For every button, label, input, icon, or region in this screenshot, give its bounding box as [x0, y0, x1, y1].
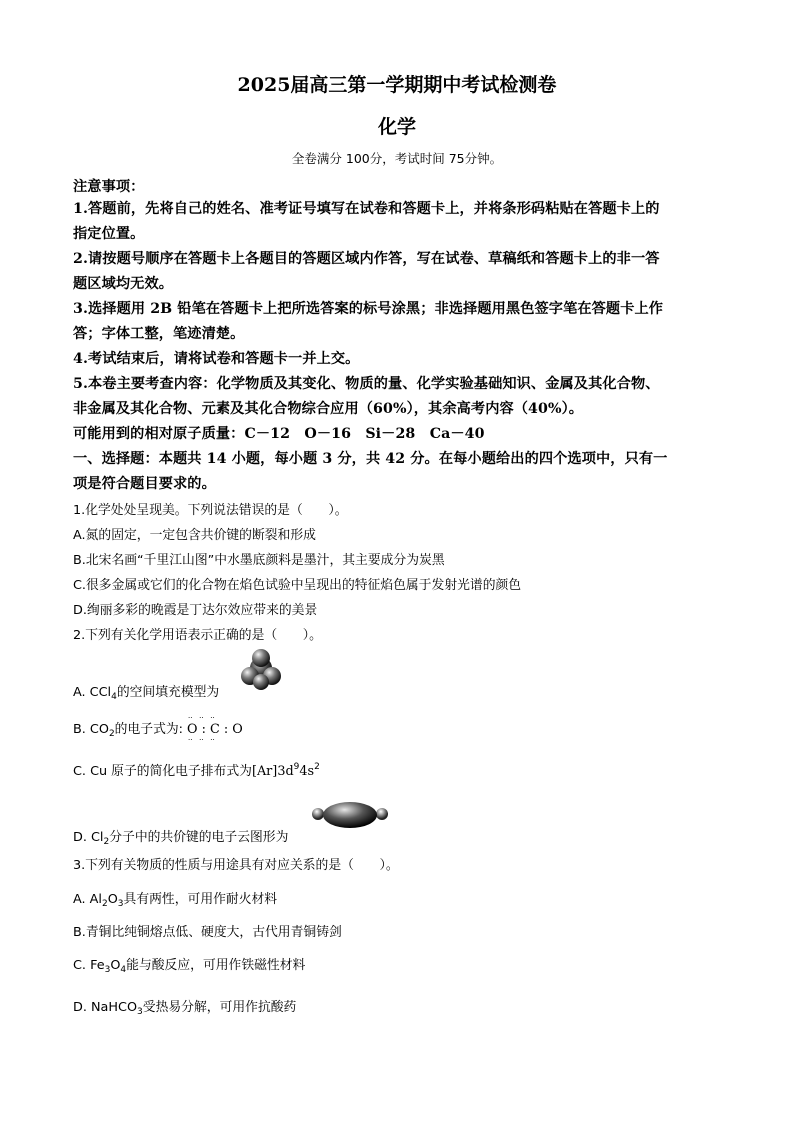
q2-d-text: 分子中的共价键的电子云图形为 [109, 830, 289, 845]
q3-d-formula: D. NaHCO [73, 1000, 138, 1015]
q3-stem: 3.下列有关物质的性质与用途具有对应关系的是（ ）。 [73, 858, 399, 873]
exam-title: 2025届高三第一学期期中考试检测卷 [237, 74, 557, 96]
q2-c-text: C. Cu 原子的简化电子排布式为 [73, 764, 252, 779]
q2-a-formula: A. CCl [73, 685, 112, 700]
exam-subtitle: 全卷满分 100分，考试时间 75分钟。 [291, 151, 503, 166]
cl2-electron-cloud-image [310, 798, 390, 834]
q3-c-formula: C. Fe [73, 958, 105, 973]
note-line: 指定位置。 [73, 226, 145, 242]
note-line: 2.请按题号顺序在答题卡上各题目的答题区域内作答，写在试卷、草稿纸和答题卡上的非一答 [73, 251, 660, 267]
q3-a-oxygen: O [107, 892, 118, 907]
q2-option-c [73, 760, 320, 779]
section-heading-cont: 项是符合题目要求的。 [73, 476, 216, 492]
note-line: 非金属及其化合物、元素及其化合物综合应用（60%），其余高考内容（40%）。 [73, 401, 584, 417]
section-heading: 一、选择题：本题共 14 小题，每小题 3 分，共 42 分。在每小题给出的四个选项中，只有一 [73, 451, 668, 467]
q1-option-b: B.北宋名画“千里江山图”中水墨底颜料是墨汁，其主要成分为炭黑 [73, 553, 445, 568]
q2-a-subscript: 4 [111, 692, 117, 702]
q1-option-a: A.氮的固定，一定包含共价键的断裂和形成 [73, 528, 316, 543]
q3-a-sub1: 2 [101, 899, 108, 909]
q2-c-4s-sup: 2 [314, 762, 320, 772]
note-line: 4.考试结束后，请将试卷和答题卡一并上交。 [73, 351, 360, 367]
note-line: 1.答题前，先将自己的姓名、准考证号填写在试卷和答题卡上，并将条形码粘贴在答题卡上的 [73, 201, 660, 217]
q3-option-d [73, 996, 296, 1017]
q2-option-d [73, 826, 288, 847]
q2-stem: 2.下列有关化学用语表示正确的是（ ）。 [73, 628, 322, 643]
q2-c-3d: 3d [277, 764, 294, 779]
q2-c-3d-sup: 9 [293, 762, 300, 772]
q3-c-sub1: 3 [104, 965, 111, 975]
q3-a-sub2: 3 [117, 899, 124, 909]
q3-option-c [73, 954, 305, 975]
q2-option-a [73, 681, 219, 702]
q3-option-a [73, 888, 277, 909]
co2-electron-formula [187, 714, 243, 744]
note-line: 3.选择题用 2B 铅笔在答题卡上把所选答案的标号涂黑；非选择题用黑色签字笔在答题卡上作 [73, 301, 664, 317]
note-line: 答；字体工整，笔迹清楚。 [73, 326, 245, 342]
q3-d-subscript: 3 [137, 1007, 143, 1017]
lone-pair-dots-top: ·· ·· ·· [188, 714, 215, 722]
ccl4-space-filling-model [238, 648, 284, 692]
q1-option-c: C.很多金属或它们的化合物在焰色试验中呈现出的特征焰色属于发射光谱的颜色 [73, 578, 522, 593]
lone-pair-dots-bottom: ·· ·· ·· [188, 736, 215, 744]
q2-c-4s: 4s [299, 764, 315, 779]
q2-a-text: 的空间填充模型为 [116, 685, 220, 700]
subject-title: 化学 [377, 116, 416, 138]
q3-c-sub2: 4 [120, 965, 127, 975]
q3-c-oxygen: O [110, 958, 121, 973]
q3-c-text: 能与酸反应，可用作铁磁性材料 [126, 958, 306, 973]
q2-c-ar-core: [Ar] [251, 764, 278, 779]
note-line: 题区域均无效。 [73, 276, 174, 292]
q3-option-b: B.青铜比纯铜熔点低、硬度大，古代用青铜铸剑 [73, 925, 342, 940]
q3-a-formula: A. Al [73, 892, 102, 907]
q3-a-text: 具有两性，可用作耐火材料 [123, 892, 278, 907]
notes-heading: 注意事项： [73, 179, 145, 195]
q2-b-formula: B. CO [73, 722, 109, 737]
q1-option-d: D.绚丽多彩的晚霞是丁达尔效应带来的美景 [73, 603, 318, 618]
q2-d-formula: D. Cl [73, 830, 104, 845]
q3-d-text: 受热易分解，可用作抗酸药 [142, 1000, 297, 1015]
atomic-mass-line: 可能用到的相对原子质量：C－12 O－16 Si－28 Ca－40 [73, 426, 485, 442]
q1-stem: 1.化学处处呈现美。下列说法错误的是（ ）。 [73, 503, 348, 518]
q2-b-subscript: 2 [108, 729, 115, 739]
q2-b-text: 的电子式为: [114, 722, 183, 737]
q2-d-subscript: 2 [103, 837, 110, 847]
co2-electron-formula-text: O : C : O [187, 722, 243, 737]
q2-option-b [73, 714, 243, 744]
note-line: 5.本卷主要考查内容：化学物质及其变化、物质的量、化学实验基础知识、金属及其化合物、 [73, 376, 660, 392]
